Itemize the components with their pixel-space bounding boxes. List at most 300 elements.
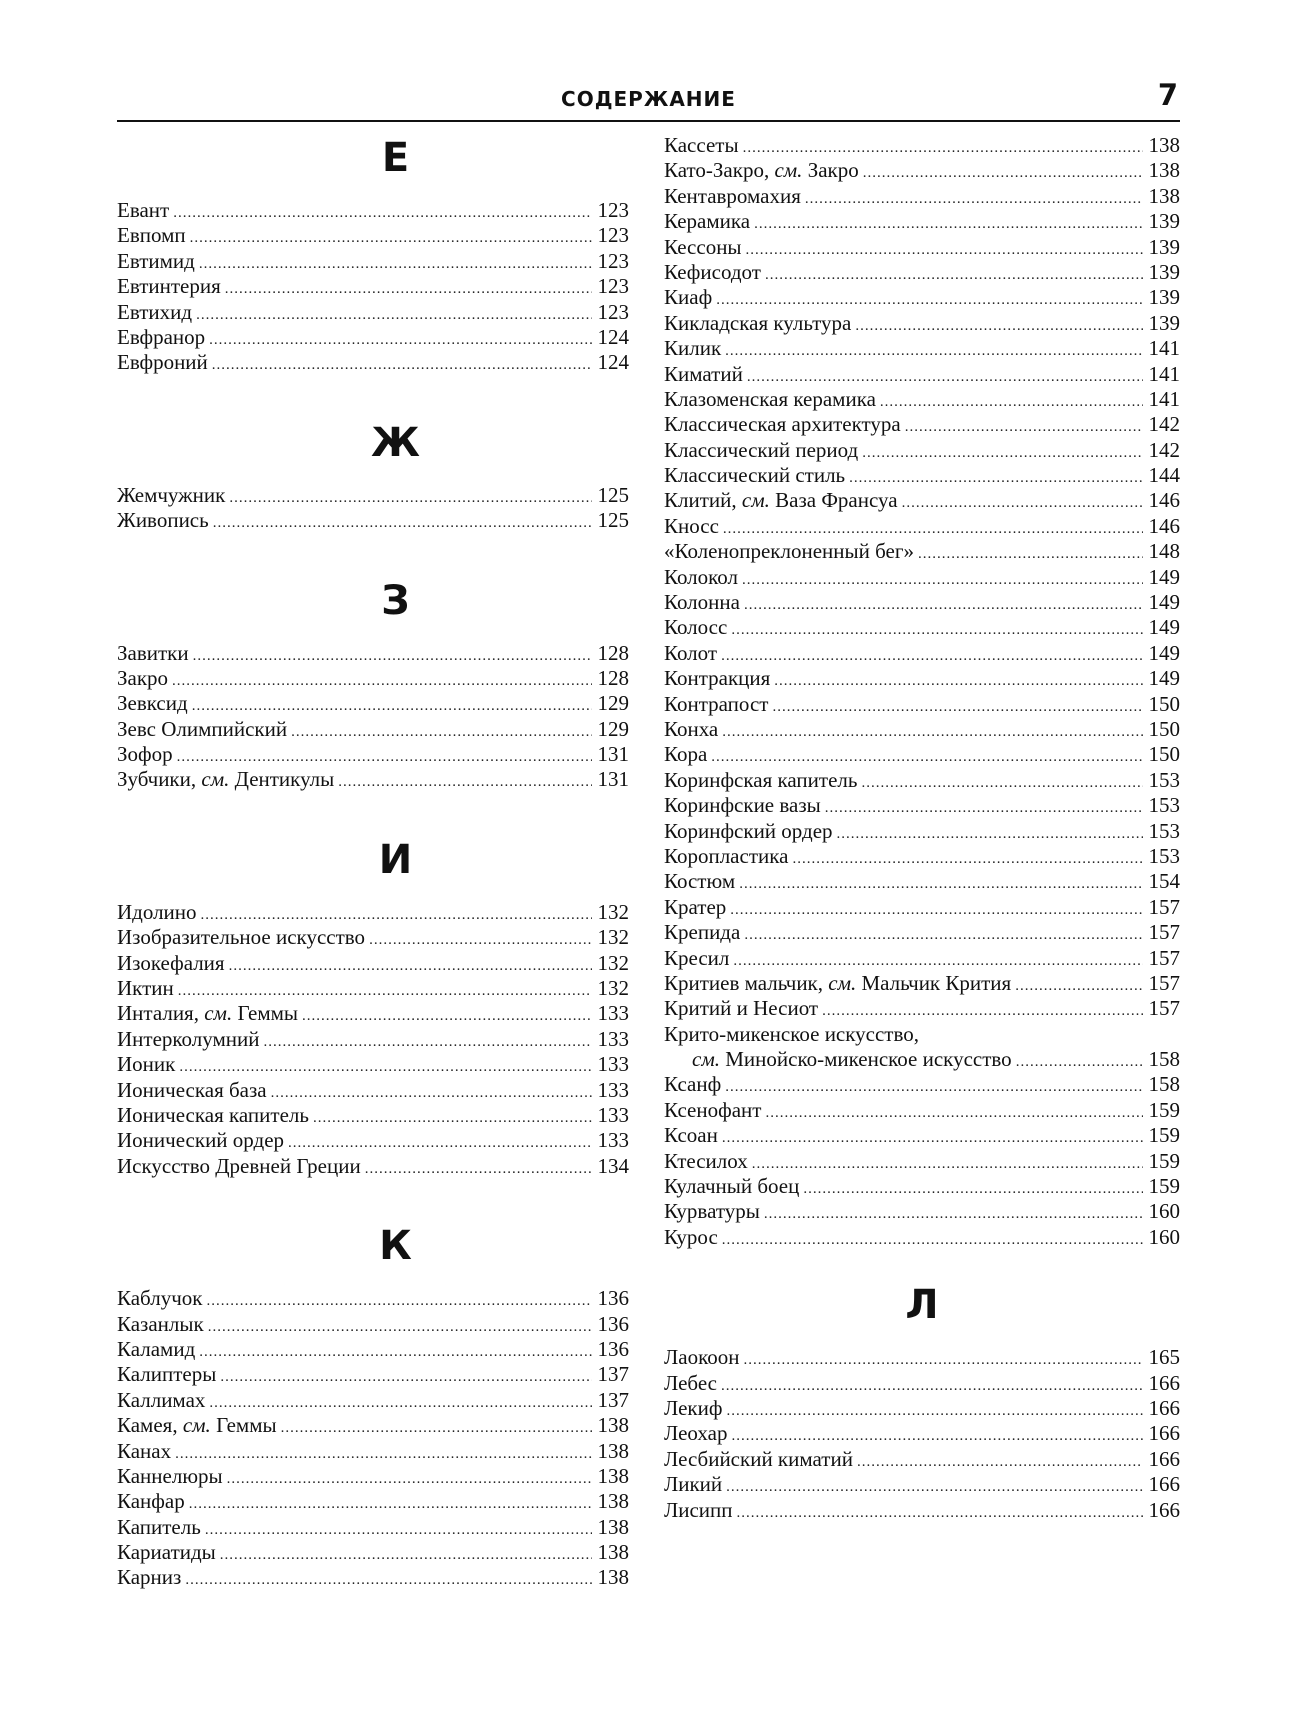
entry-name: [664, 869, 737, 894]
dot-leader: [302, 1004, 591, 1029]
entry-title: Коринфские вазы: [664, 793, 821, 818]
index-entry[interactable]: [664, 1472, 1180, 1497]
index-entry[interactable]: [664, 311, 1180, 336]
index-entry[interactable]: [664, 362, 1180, 387]
dot-leader: [209, 328, 591, 353]
index-entry[interactable]: [117, 300, 629, 325]
index-entry[interactable]: [664, 996, 1180, 1021]
entry-name: [664, 1174, 801, 1199]
entry-name: [664, 514, 721, 539]
index-entry[interactable]: [664, 641, 1180, 666]
see-reference: см.: [201, 767, 230, 792]
dot-leader: [765, 1101, 1142, 1126]
entry-page-number: 153: [1148, 818, 1180, 843]
index-entry[interactable]: [117, 1464, 629, 1489]
entry-name: [117, 1001, 300, 1026]
entry-title: Кора: [664, 742, 708, 767]
entry-title: Изокефалия: [117, 950, 225, 975]
entry-page-number: 138: [597, 1413, 629, 1438]
index-entry[interactable]: [664, 971, 1180, 996]
entry-page-number: 132: [597, 976, 629, 1001]
entry-name: [664, 946, 731, 971]
index-entry[interactable]: [117, 198, 629, 223]
entry-name: [117, 1362, 218, 1387]
entry-name: [664, 285, 714, 310]
entry-title: Инталия,: [117, 1001, 199, 1026]
index-entry[interactable]: [664, 666, 1180, 691]
entry-name: [117, 767, 336, 792]
entry-page-number: 136: [597, 1286, 629, 1311]
entry-page-number: 138: [1148, 158, 1180, 183]
entry-title: Киаф: [664, 285, 713, 310]
page-header: [117, 78, 1180, 122]
dot-leader: [825, 796, 1143, 821]
entry-name: [664, 412, 903, 437]
entry-name: [664, 590, 742, 615]
entry-list: [664, 1345, 1180, 1523]
index-entry[interactable]: [117, 1515, 629, 1540]
index-entry[interactable]: [117, 1001, 629, 1026]
entry-title: Лаокоон: [664, 1345, 740, 1370]
index-entry[interactable]: [117, 223, 629, 248]
index-entry[interactable]: [664, 488, 1180, 513]
dot-leader: [369, 928, 591, 953]
index-entry[interactable]: [664, 946, 1180, 971]
index-entry[interactable]: [664, 565, 1180, 590]
entry-title: Живопись: [117, 508, 209, 533]
entry-name: [117, 641, 191, 666]
dot-leader: [918, 542, 1143, 567]
entry-name: [664, 133, 741, 158]
index-entry[interactable]: [664, 692, 1180, 717]
entry-name: [664, 539, 916, 564]
entry-title: Колокол: [664, 564, 739, 589]
dot-leader: [1015, 974, 1142, 999]
entry-name: [664, 819, 835, 844]
entry-title: Калиптеры: [117, 1362, 217, 1387]
entry-name: [117, 1052, 177, 1077]
dot-leader: [746, 238, 1143, 263]
entry-name: [664, 768, 859, 793]
entry-page-number: 138: [597, 1565, 629, 1590]
entry-name: [664, 1447, 855, 1472]
index-entry[interactable]: [664, 514, 1180, 539]
dot-leader: [185, 1568, 591, 1593]
see-target: Минойско-микенское искусство: [725, 1047, 1012, 1072]
dot-leader: [220, 1365, 591, 1390]
index-entry[interactable]: [117, 1362, 629, 1387]
entry-title: Евтинтерия: [117, 274, 221, 299]
entry-page-number: 149: [1148, 666, 1180, 691]
index-entry[interactable]: [117, 1388, 629, 1413]
dot-leader: [774, 669, 1142, 694]
index-entry[interactable]: [117, 641, 629, 666]
entry-title: Ионическая база: [117, 1077, 267, 1102]
entry-name: [117, 350, 210, 375]
entry-title: Каламид: [117, 1336, 196, 1361]
entry-title: Камея,: [117, 1413, 178, 1438]
dot-leader: [212, 353, 592, 378]
entry-page-number: 133: [597, 1102, 629, 1127]
index-entry[interactable]: [664, 1498, 1180, 1523]
index-entry[interactable]: [664, 1396, 1180, 1421]
entry-page-number: 141: [1148, 386, 1180, 411]
entry-page-number: 153: [1148, 767, 1180, 792]
index-entry[interactable]: [664, 1371, 1180, 1396]
index-entry[interactable]: [117, 249, 629, 274]
entry-name: [117, 1489, 187, 1514]
index-entry[interactable]: [664, 1225, 1180, 1250]
entry-page-number: 131: [597, 767, 629, 792]
dot-leader: [772, 695, 1142, 720]
entry-page-number: 157: [1148, 970, 1180, 995]
entry-page-number: 132: [597, 899, 629, 924]
entry-page-number: 157: [1148, 894, 1180, 919]
index-column-left: [117, 128, 629, 1628]
entry-page-number: 128: [597, 665, 629, 690]
index-entry[interactable]: [664, 1345, 1180, 1370]
entry-name: [664, 1225, 720, 1250]
index-entry[interactable]: [664, 438, 1180, 463]
entry-name: [664, 336, 723, 361]
index-entry[interactable]: [117, 976, 629, 1001]
index-entry[interactable]: [664, 590, 1180, 615]
entry-page-number: 138: [597, 1540, 629, 1565]
entry-name: [664, 1345, 741, 1370]
index-entry[interactable]: [117, 717, 629, 742]
dot-leader: [837, 822, 1143, 847]
entry-title: Килик: [664, 336, 722, 361]
entry-title: Като-Закро,: [664, 158, 770, 183]
entry-title: Керамика: [664, 209, 751, 234]
entry-name: [117, 508, 211, 533]
index-entry[interactable]: [664, 336, 1180, 361]
dot-leader: [338, 770, 591, 795]
index-entry[interactable]: [664, 844, 1180, 869]
dot-leader: [271, 1081, 592, 1106]
entry-page-number: 166: [1148, 1446, 1180, 1471]
index-entry[interactable]: [117, 1027, 629, 1052]
entry-title: Коринфская капитель: [664, 767, 858, 792]
index-entry[interactable]: [664, 742, 1180, 767]
index-entry[interactable]: [117, 1489, 629, 1514]
entry-title: Капитель: [117, 1514, 201, 1539]
index-entry[interactable]: [664, 819, 1180, 844]
entry-page-number: 157: [1148, 920, 1180, 945]
index-entry[interactable]: [117, 1540, 629, 1565]
entry-title: Лесбийский киматий: [664, 1446, 853, 1471]
entry-name: [664, 1047, 1014, 1072]
entry-title: Евтихид: [117, 299, 193, 324]
index-entry[interactable]: [664, 1174, 1180, 1199]
entry-title: Евфранор: [117, 324, 206, 349]
dot-leader: [725, 339, 1142, 364]
entry-name: [117, 1413, 279, 1438]
entry-name: [117, 223, 188, 248]
entry-page-number: 149: [1148, 615, 1180, 640]
dot-leader: [229, 954, 592, 979]
section-letter: Ж: [371, 419, 420, 466]
dot-leader: [227, 1467, 592, 1492]
index-entry[interactable]: [117, 1128, 629, 1153]
entry-title: Зофор: [117, 742, 173, 767]
entry-name: [664, 463, 847, 488]
index-entry[interactable]: [664, 615, 1180, 640]
index-entry[interactable]: [664, 133, 1180, 158]
index-entry[interactable]: [664, 1447, 1180, 1472]
entry-title: Кикладская культура: [664, 310, 852, 335]
dot-leader: [190, 226, 592, 251]
entry-page-number: 153: [1148, 793, 1180, 818]
entry-name: [664, 742, 709, 767]
entry-page-number: 166: [1148, 1395, 1180, 1420]
entry-name: [664, 1396, 724, 1421]
entry-page-number: 137: [597, 1362, 629, 1387]
index-entry[interactable]: [117, 742, 629, 767]
entry-title: Клитий,: [664, 488, 737, 513]
entry-page-number: 132: [597, 925, 629, 950]
entry-name: [664, 641, 719, 666]
index-entry[interactable]: [664, 209, 1180, 234]
entry-page-number: 160: [1148, 1199, 1180, 1224]
entry-page-number: 138: [1148, 133, 1180, 157]
index-entry[interactable]: [664, 387, 1180, 412]
entry-page-number: 136: [597, 1311, 629, 1336]
entry-title: Крепида: [664, 920, 741, 945]
index-entry[interactable]: [664, 1047, 1180, 1072]
entry-title: Изобразительное искусство: [117, 925, 366, 950]
index-entry[interactable]: [664, 158, 1180, 183]
entry-name: [664, 1421, 729, 1446]
entry-page-number: 123: [597, 223, 629, 248]
index-entry[interactable]: [117, 1413, 629, 1438]
index-entry[interactable]: [117, 1565, 629, 1590]
entry-name: [664, 158, 861, 183]
index-entry[interactable]: [117, 691, 629, 716]
entry-page-number: 123: [597, 248, 629, 273]
dot-leader: [220, 1543, 592, 1568]
entry-title: Кресил: [664, 945, 730, 970]
entry-title: Классический период: [664, 437, 859, 462]
index-entry[interactable]: [117, 1103, 629, 1128]
entry-list: [117, 1286, 629, 1591]
entry-title: Коринфский ордер: [664, 818, 833, 843]
entry-title: «Коленопреклоненный бег»: [664, 539, 914, 564]
index-entry[interactable]: [664, 717, 1180, 742]
entry-name: [117, 925, 367, 950]
dot-leader: [313, 1106, 592, 1131]
entry-page-number: 128: [597, 640, 629, 665]
entry-title: Ионический ордер: [117, 1128, 285, 1153]
entry-page-number: 134: [597, 1153, 629, 1178]
entry-title: Коропластика: [664, 843, 789, 868]
section-letter: Л: [905, 1282, 939, 1329]
index-entry[interactable]: [664, 285, 1180, 310]
entry-page-number: 153: [1148, 843, 1180, 868]
index-entry[interactable]: [117, 508, 629, 533]
index-entry[interactable]: [664, 412, 1180, 437]
entry-title: Закро: [117, 665, 169, 690]
index-entry[interactable]: [664, 1421, 1180, 1446]
index-entry[interactable]: [117, 900, 629, 925]
dot-leader: [172, 669, 591, 694]
index-entry[interactable]: [117, 767, 629, 792]
entry-name: [664, 362, 745, 387]
entry-title: Канах: [117, 1438, 172, 1463]
entry-page-number: 138: [597, 1514, 629, 1539]
index-entry[interactable]: [117, 1078, 629, 1103]
index-entry[interactable]: [664, 463, 1180, 488]
entry-title: Курос: [664, 1224, 718, 1249]
dot-leader: [862, 441, 1142, 466]
dot-leader: [880, 390, 1143, 415]
index-entry[interactable]: [117, 1337, 629, 1362]
entry-page-number: 124: [597, 350, 629, 375]
index-entry[interactable]: [664, 1072, 1180, 1097]
entry-title: Кратер: [664, 894, 727, 919]
entry-title: Каллимах: [117, 1387, 206, 1412]
dot-leader: [725, 1075, 1142, 1100]
letter-section: [664, 1275, 1180, 1523]
dot-leader: [765, 263, 1143, 288]
entry-page-number: 159: [1148, 1123, 1180, 1148]
index-entry[interactable]: [117, 1052, 629, 1077]
see-target: Закро: [807, 158, 859, 183]
index-entry[interactable]: [117, 1154, 629, 1179]
letter-section: [117, 1216, 629, 1591]
letter-section: [117, 571, 629, 793]
index-entry[interactable]: [117, 1286, 629, 1311]
entry-title: Критиев мальчик,: [664, 970, 824, 995]
dot-leader: [752, 1152, 1143, 1177]
entry-page-number: 132: [597, 950, 629, 975]
dot-leader: [225, 277, 592, 302]
dot-leader: [905, 415, 1143, 440]
index-entry[interactable]: [664, 1022, 1180, 1047]
dot-leader: [803, 1177, 1142, 1202]
entry-name: [664, 1199, 762, 1224]
entry-page-number: 125: [597, 508, 629, 533]
entry-name: [664, 311, 853, 336]
entry-page-number: 149: [1148, 564, 1180, 589]
entry-title: Каннелюры: [117, 1463, 223, 1488]
entry-page-number: 142: [1148, 437, 1180, 462]
index-entry[interactable]: [117, 925, 629, 950]
entry-title: Жемчужник: [117, 482, 226, 507]
entry-page-number: 133: [597, 1001, 629, 1026]
dot-leader: [764, 1202, 1143, 1227]
entry-name: [664, 1022, 921, 1047]
entry-page-number: 150: [1148, 742, 1180, 767]
entry-list: [117, 198, 629, 376]
index-entry[interactable]: [117, 325, 629, 350]
index-entry[interactable]: [664, 539, 1180, 564]
dot-leader: [189, 1492, 592, 1517]
entry-page-number: 159: [1148, 1174, 1180, 1199]
index-entry[interactable]: [664, 1098, 1180, 1123]
index-column-right: [664, 133, 1180, 1560]
index-entry[interactable]: [664, 895, 1180, 920]
dot-leader: [208, 1315, 592, 1340]
index-entry[interactable]: [117, 274, 629, 299]
entry-page-number: 159: [1148, 1148, 1180, 1173]
index-entry[interactable]: [117, 1312, 629, 1337]
index-entry[interactable]: [117, 1439, 629, 1464]
index-entry[interactable]: [664, 235, 1180, 260]
index-entry[interactable]: [117, 483, 629, 508]
dot-leader: [193, 644, 592, 669]
entry-page-number: 166: [1148, 1472, 1180, 1497]
entry-page-number: 166: [1148, 1370, 1180, 1395]
entry-page-number: 133: [597, 1052, 629, 1077]
entry-title: Казанлык: [117, 1311, 204, 1336]
index-entry[interactable]: [664, 260, 1180, 285]
entry-title: Ликий: [664, 1472, 723, 1497]
dot-leader: [721, 1374, 1143, 1399]
dot-leader: [206, 1289, 591, 1314]
dot-leader: [175, 1442, 591, 1467]
entry-list: [117, 900, 629, 1179]
dot-leader: [173, 201, 591, 226]
entry-page-number: 160: [1148, 1224, 1180, 1249]
entry-name: [664, 920, 742, 945]
entry-page-number: 123: [597, 299, 629, 324]
entry-name: [664, 1098, 763, 1123]
entry-title: Колонна: [664, 590, 740, 615]
dot-leader: [744, 593, 1143, 618]
entry-title: Конха: [664, 716, 719, 741]
entry-title: Кессоны: [664, 234, 742, 259]
dot-leader: [1016, 1050, 1143, 1075]
index-entry[interactable]: [664, 768, 1180, 793]
entry-page-number: 136: [597, 1336, 629, 1361]
section-letter: Е: [381, 135, 410, 181]
see-target: Мальчик Крития: [861, 970, 1012, 995]
index-entry[interactable]: [664, 793, 1180, 818]
entry-page-number: 124: [597, 324, 629, 349]
entry-name: [664, 1371, 719, 1396]
dot-leader: [744, 923, 1142, 948]
index-entry[interactable]: [664, 920, 1180, 945]
entry-title: Евфроний: [117, 350, 208, 375]
entry-title: Кассеты: [664, 133, 739, 157]
index-entry[interactable]: [117, 350, 629, 375]
index-entry[interactable]: [117, 666, 629, 691]
dot-leader: [754, 212, 1142, 237]
index-entry[interactable]: [664, 1149, 1180, 1174]
entry-page-number: 142: [1148, 412, 1180, 437]
index-entry[interactable]: [664, 869, 1180, 894]
index-entry[interactable]: [117, 951, 629, 976]
entry-name: [117, 483, 227, 508]
entry-name: [117, 1286, 204, 1311]
entry-name: [664, 209, 752, 234]
index-entry[interactable]: [664, 1199, 1180, 1224]
entry-name: [117, 976, 176, 1001]
entry-page-number: 158: [1148, 1047, 1180, 1072]
see-target: Дентикулы: [234, 767, 335, 792]
entry-name: [664, 971, 1013, 996]
entry-page-number: 149: [1148, 640, 1180, 665]
entry-title: Ионик: [117, 1052, 176, 1077]
entry-title: Зевксид: [117, 691, 188, 716]
entry-title: Критий и Несиот: [664, 996, 819, 1021]
index-entry[interactable]: [664, 1123, 1180, 1148]
entry-list: [117, 483, 629, 534]
index-entry[interactable]: [664, 184, 1180, 209]
dot-leader: [731, 618, 1142, 643]
entry-name: [664, 387, 878, 412]
